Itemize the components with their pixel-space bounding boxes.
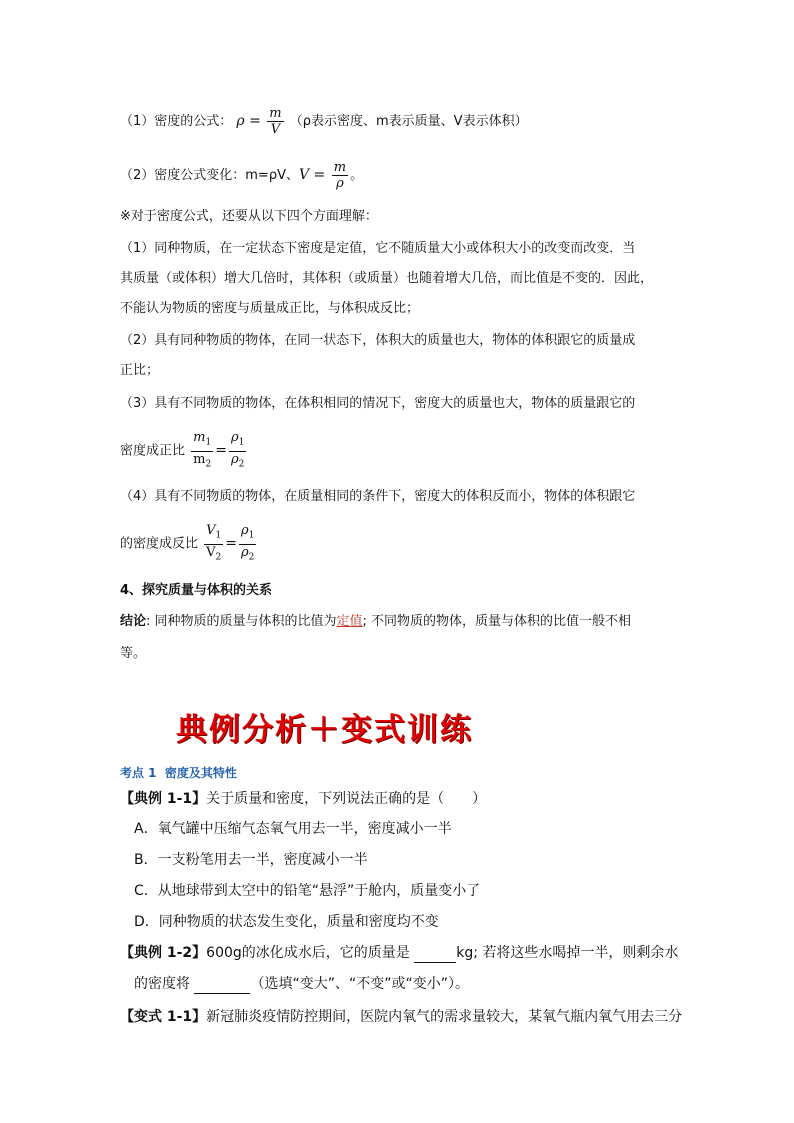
point-1-line-1: （1）同种物质，在一定状态下密度是定值，它不随质量大小或体积大小的改变而改变．当 [120,241,636,256]
point-3-line-2: 密度成正比 $\frac{m_1}{m_2}$ = $\frac{\rho_1}{\rho_2}$ [120,430,248,472]
kaodian-heading: 考点 1 密度及其特性 [120,766,237,780]
key-term: 定值 [336,614,363,629]
point-1-line-2: 其质量（或体积）增大几倍时，其体积（或质量）也随着增大几倍，而比值是不变的．因此， [120,271,654,286]
section-4-title: 4、探究质量与体积的关系 [120,583,273,598]
fraction-m1-over-m2: $\frac{m_1}{m_2}$ [193,430,212,470]
section-4-conclusion: 结论: 同种物质的质量与体积的比值为定值; 不同物质的物体，质量与体积的比值一般不相 [120,614,632,629]
example-1-1-stem: 【典例 1-1】关于质量和密度，下列说法正确的是（ ） [120,791,487,807]
point-4-line-1: （4）具有不同物质的物体，在质量相同的条件下，密度大的体积反而小，物体的体积跟它 [120,489,636,504]
point-2-line-1: （2）具有同种物质的物体，在同一状态下，体积大的质量也大，物体的体积跟它的质量成 [120,333,636,348]
example-1-2-line-1: 【典例 1-2】600g的冰化成水后，它的质量是 kg; 若将这些水喝掉一半，则剩余水 [120,945,679,961]
answer-blank-2[interactable] [194,975,250,994]
variant-1-1: 【变式 1-1】新冠肺炎疫情防控期间，医院内氧气的需求量较大，某氧气瓶内氧气用去三分 [120,1009,683,1025]
fraction-m-over-rho: $\frac{m}{\rho}$ [333,160,347,191]
option-d: D．同种物质的状态发生变化，质量和密度均不变 [134,914,439,930]
rho-symbol: ρ [236,113,245,129]
point-2-line-2: 正比； [120,363,160,378]
answer-blank-1[interactable] [414,944,456,963]
fraction-v1-over-v2: $\frac{V_1}{V_2}$ [206,523,222,563]
fraction-rho1-over-rho2-b: $\frac{\rho_1}{\rho_2}$ [241,523,255,563]
point-4-line-2: 的密度成反比 $\frac{V_1}{V_2}$ = $\frac{\rho_1}{\rho_2}$ [120,523,258,565]
option-a: A．氧气罐中压缩气态氧气用去一半，密度减小一半 [134,821,452,837]
understanding-intro: ※对于密度公式，还要从以下四个方面理解： [120,209,378,224]
fraction-m-over-v: $\frac{m}{V}$ [269,106,282,137]
point-1-line-3: 不能认为物质的密度与质量成正比，与体积成反比； [120,301,420,316]
option-c: C．从地球带到太空中的铅笔“悬浮”于舱内，质量变小了 [134,883,481,899]
example-1-2-line-2: 的密度将 （选填“变大”、“不变”或“变小”）。 [134,976,469,992]
point-3-line-1: （3）具有不同物质的物体，在体积相同的情况下，密度大的质量也大，物体的质量跟它的 [120,396,636,411]
fraction-rho1-over-rho2: $\frac{\rho_1}{\rho_2}$ [230,430,245,470]
option-b: B．一支粉笔用去一半，密度减小一半 [134,852,368,868]
formula-variation: （2）密度公式变化：m=ρV、V = $\frac{m}{\rho}$ 。 [120,160,364,191]
section-banner: 典例分析＋变式训练 [176,712,473,748]
formula-density: （1）密度的公式： ρ = $\frac{m}{V}$ （ρ表示密度、m表示质量、V表示体积） [120,106,528,137]
section-4-conclusion-end: 等。 [120,646,147,661]
